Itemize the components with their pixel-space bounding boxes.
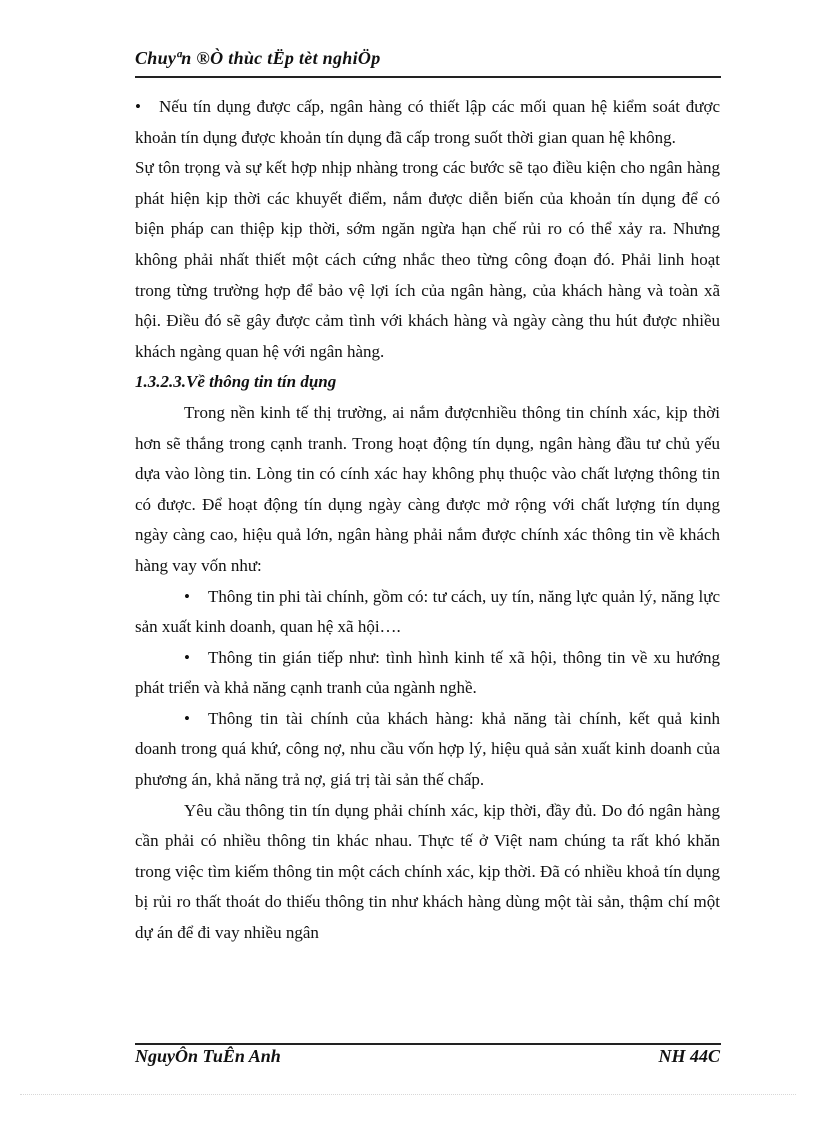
footer-class-code: NH 44C bbox=[658, 1046, 720, 1066]
paragraph-bullet-credit-control bbox=[135, 92, 720, 153]
section-heading: 1.3.2.3.Về thông tin tín dụng bbox=[135, 372, 337, 392]
list-item bbox=[135, 582, 720, 643]
list-item-text: Thông tin phi tài chính, gồm có: tư cách, uy tín, năng lực quản lý, năng lực sản xuất kinh doanh, quan hệ xã hội…. bbox=[135, 586, 720, 637]
list-item bbox=[135, 704, 720, 796]
bullet-icon: • bbox=[135, 97, 141, 116]
paragraph-info-requirements: Yêu cầu thông tin tín dụng phải chính xác, kịp thời, đầy đủ. Do đó ngân hàng cần phải có nhiều thông tin khác nhau. Thực tế ở Việt nam chúng ta rất khó khăn trong việc tìm kiếm thông tin một cách chính xác, kịp thời. Đã có nhiều khoả tín dụng bị rủi ro thất thoát do thiếu thông tin như khách hàng dùng một tài sản, thậm chí một dự án để đi vay nhiều ngân bbox=[135, 800, 720, 943]
paragraph-text: Nếu tín dụng được cấp, ngân hàng có thiết lập các mối quan hệ kiểm soát được khoản tín dụng được khoản tín dụng đã cấp trong suốt thời gian quan hệ không. bbox=[135, 97, 720, 147]
paragraph-market-info: Trong nền kinh tế thị trường, ai nắm đượcnhiều thông tin chính xác, kịp thời hơn sẽ thắng trong cạnh tranh. Trong hoạt động tín dụng, ngân hàng đầu tư chủ yếu dựa vào lòng tin. Lòng tin có cính xác hay không phụ thuộc vào chất lượng thông tin có được. Để hoạt động tín dụng ngày càng được mở rộng với chất lượng tín dụng ngày càng cao, hiệu quả lớn, ngân hàng phải nắm được chính xác thông tin về khách hàng vay vốn như: bbox=[135, 402, 720, 575]
list-item-text: Thông tin gián tiếp như: tình hình kinh tế xã hội, thông tin về xu hướng phát triển và khả năng cạnh tranh của ngành nghề. bbox=[135, 647, 720, 698]
list-item-text: Thông tin tài chính của khách hàng: khả năng tài chính, kết quả kinh doanh trong quá khứ, công nợ, nhu cầu vốn hợp lý, hiệu quả sản xuất kinh doanh của phương án, khả năng trả nợ, giá trị tài sản thế chấp. bbox=[135, 708, 720, 790]
page-bottom-dotted-line bbox=[20, 1094, 796, 1095]
header-rule bbox=[135, 76, 721, 78]
page-header-title: Chuyªn ®Ò thùc tËp tèt nghiÖp bbox=[135, 48, 381, 68]
document-body bbox=[135, 92, 720, 949]
paragraph-coordination: Sự tôn trọng và sự kết hợp nhịp nhàng trong các bước sẽ tạo điều kiện cho ngân hàng phát hiện kịp thời các khuyết điểm, nắm được diễn biến của khoản tín dụng để có biện pháp can thiệp kịp thời, sớm ngăn ngừa hạn chế rủi ro có thể xảy ra. Nhưng không phải nhất thiết một cách cứng nhắc theo từng công đoạn đó. Phải linh hoạt trong từng trường hợp để bảo vệ lợi ích của ngân hàng, của khách hàng và toàn xã hội. Điều đó sẽ gây được cảm tình với khách hàng và ngày càng thu hút được nhiều khách ngàng quan hệ với ngân hàng. bbox=[135, 158, 720, 361]
bullet-icon: • bbox=[184, 708, 190, 728]
bullet-icon: • bbox=[184, 586, 190, 606]
footer-rule bbox=[135, 1043, 721, 1045]
list-item bbox=[135, 643, 720, 704]
footer-author: NguyÔn TuÊn Anh bbox=[135, 1046, 281, 1066]
bullet-icon: • bbox=[184, 647, 190, 667]
